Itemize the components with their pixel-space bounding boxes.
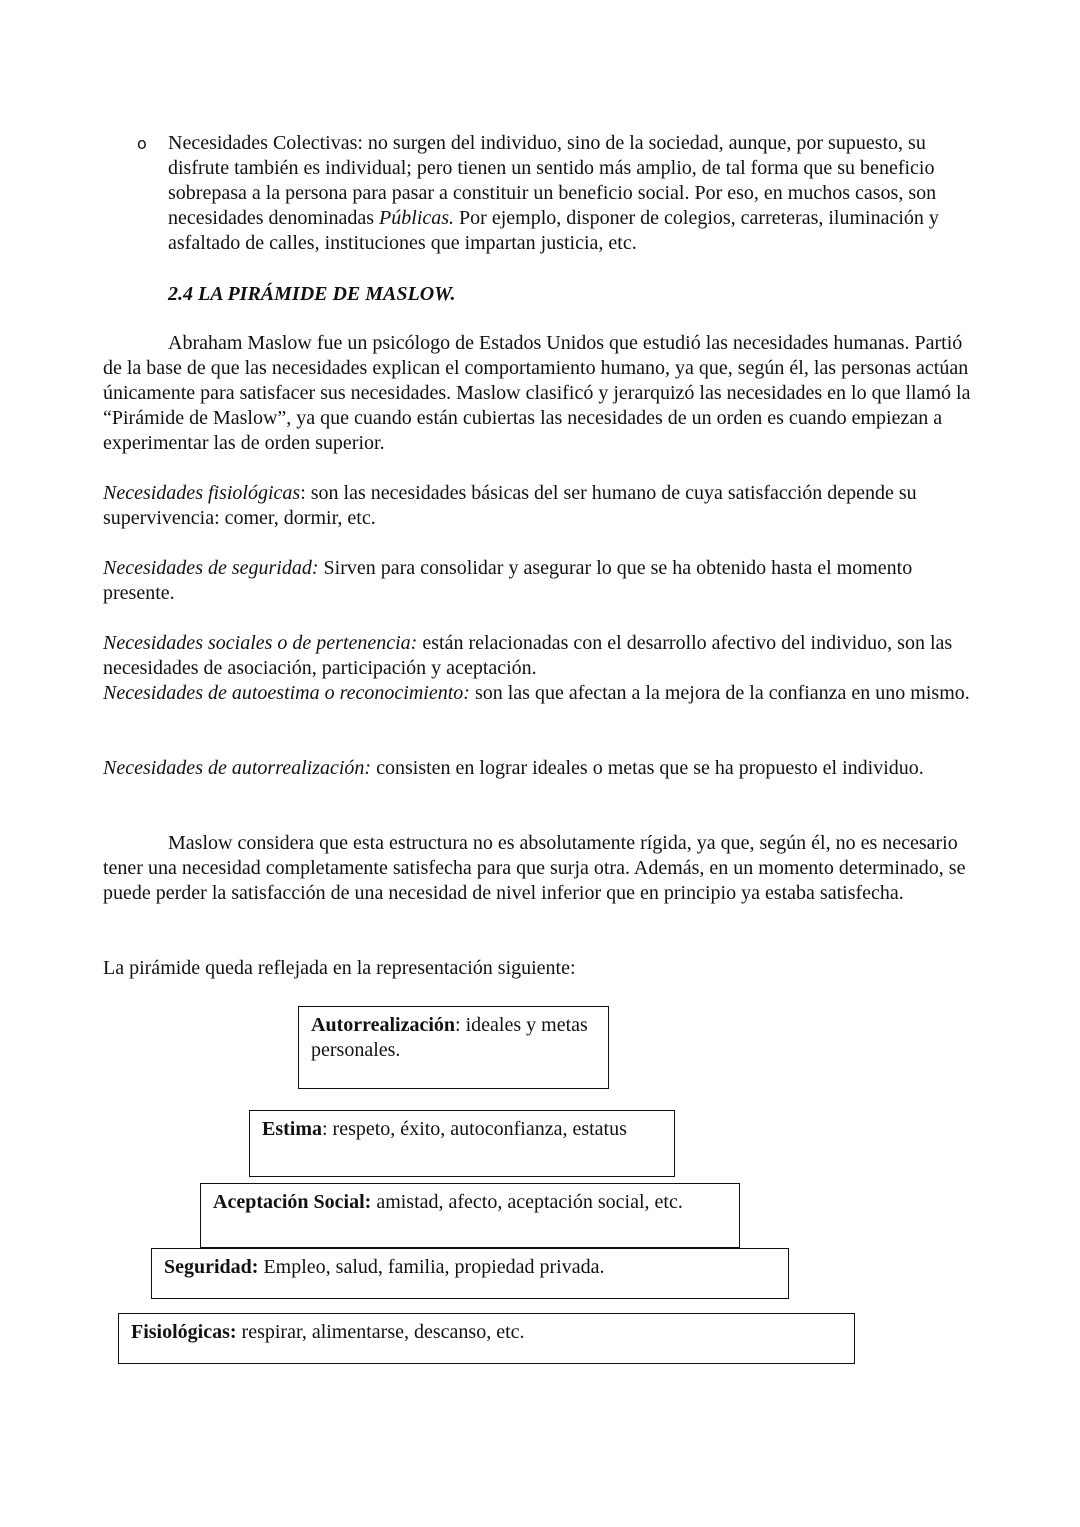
need-description: son las que afectan a la mejora de la confianza en uno mismo.	[469, 682, 970, 704]
closing-paragraph: Maslow considera que esta estructura no es absolutamente rígida, ya que, según él, no es necesario tener una necesidad completamente satisfecha para que surja otra. Además, en un momento determinado, se puede perder la satisfacción de una necesidad de nivel inferior que en principio ya estaba satisfecha.	[103, 832, 966, 904]
pyramid-level-text: amistad, afecto, aceptación social, etc.	[371, 1191, 683, 1213]
collective-needs-text	[168, 131, 988, 256]
pyramid-level-label: Seguridad:	[164, 1256, 259, 1278]
pyramid-level-label: Fisiológicas:	[131, 1321, 237, 1343]
need-social	[103, 631, 983, 681]
bullet-circle-icon: o	[137, 134, 147, 153]
need-security	[103, 556, 983, 606]
pyramid-intro: La pirámide queda reflejada en la representación siguiente:	[103, 957, 576, 979]
need-physiological	[103, 481, 983, 531]
pyramid-level-label: Autorrealización	[311, 1014, 456, 1036]
need-term: Necesidades sociales o de pertenencia:	[103, 632, 418, 654]
bullet-tail-text: Por ejemplo, disponer de colegios, carreteras, iluminación y asfaltado de calles, instituciones que impartan justicia, etc.	[168, 207, 939, 254]
section-heading: 2.4 LA PIRÁMIDE DE MASLOW.	[168, 283, 456, 305]
pyramid-level-text: Empleo, salud, familia, propiedad privada.	[258, 1256, 605, 1278]
bullet-lead-text: Necesidades Colectivas: no surgen del individuo, sino de la sociedad, aunque, por supuesto, su disfrute también es individual; pero tienen un sentido más amplio, de tal forma que su beneficio sobrepasa a la persona para pasar a constituir un beneficio social. Por eso, en muchos casos, son necesidades denominadas	[168, 132, 937, 229]
pyramid-level-self-actualization	[298, 1006, 609, 1089]
pyramid-level-security	[151, 1248, 789, 1299]
pyramid-level-social	[200, 1183, 740, 1248]
pyramid-level-physiological	[118, 1313, 855, 1364]
pyramid-level-text: respirar, alimentarse, descanso, etc.	[236, 1321, 525, 1343]
need-term: Necesidades de autoestima o reconocimiento:	[103, 682, 470, 704]
bullet-italic-text: Públicas.	[379, 207, 455, 229]
need-term: Necesidades fisiológicas	[103, 482, 301, 504]
need-description: están relacionadas con el desarrollo afectivo del individuo, son las necesidades de asociación, participación y aceptación.	[103, 632, 953, 679]
need-esteem	[103, 681, 983, 706]
pyramid-level-label: Aceptación Social:	[213, 1191, 372, 1213]
intro-paragraph: Abraham Maslow fue un psicólogo de Estados Unidos que estudió las necesidades humanas. Partió de la base de que las necesidades explican el comportamiento humano, ya que, según él, las personas actúan únicamente para satisfacer sus necesidades. Maslow clasificó y jerarquizó las necesidades en lo que llamó la “Pirámide de Maslow”, ya que cuando están cubiertas las necesidades de un orden es cuando empiezan a experimentar las de orden superior.	[103, 332, 971, 454]
need-term: Necesidades de autorrealización:	[103, 757, 372, 779]
pyramid-level-esteem	[249, 1110, 675, 1177]
need-self-actualization	[103, 756, 983, 781]
pyramid-level-text: : ideales y metas personales.	[311, 1014, 588, 1061]
pyramid-level-label: Estima	[262, 1118, 322, 1140]
pyramid-level-text: : respeto, éxito, autoconfianza, estatus	[322, 1118, 627, 1140]
need-description: Sirven para consolidar y asegurar lo que se ha obtenido hasta el momento presente.	[103, 557, 913, 604]
need-term: Necesidades de seguridad:	[103, 557, 319, 579]
need-description: consisten en lograr ideales o metas que se ha propuesto el individuo.	[371, 757, 924, 779]
need-description: : son las necesidades básicas del ser humano de cuya satisfacción depende su supervivencia: comer, dormir, etc.	[103, 482, 917, 529]
